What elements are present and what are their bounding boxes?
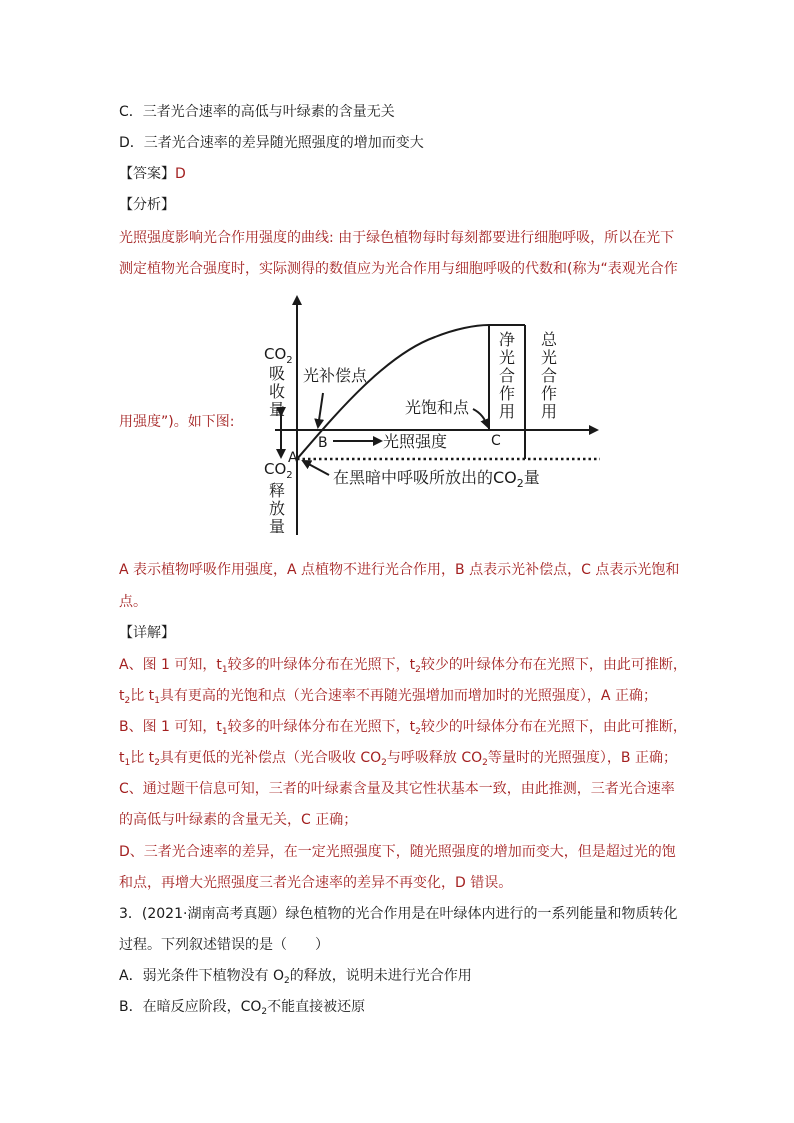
net-char-1: 净: [499, 330, 516, 349]
analysis-line-1: 光照强度影响光合作用强度的曲线: 由于绿色植物每时每刻都要进行细胞呼吸，所以在光下: [119, 230, 675, 246]
release-char-3: 量: [269, 517, 286, 536]
gross-char-1: 总: [541, 330, 558, 349]
label-a: A: [288, 450, 298, 466]
option-c: C．三者光合速率的高低与叶绿素的含量无关: [119, 104, 395, 120]
note-line-1: A 表示植物呼吸作用强度，A 点植物不进行光合作用，B 点表示光补偿点，C 点表示光饱和: [119, 562, 680, 578]
release-char-1: 释: [269, 481, 286, 500]
light-intensity-diagram: [255, 285, 615, 540]
detail-label: 【详解】: [119, 625, 175, 641]
analysis-line-3: 用强度”)。如下图:: [119, 414, 235, 430]
detail-a-2: $t_2$比 $t_1$具有更高的光饱和点（光合速率不再随光强增加而增加时的光照强度），A 正确；: [119, 688, 657, 706]
analysis-line-2: 测定植物光合强度时，实际测得的数值应为光合作用与细胞呼吸的代数和(称为“表观光合作: [119, 261, 678, 277]
sat-point-label: 光饱和点: [405, 398, 470, 417]
detail-b-1: B、图 1 可知，$t_1$较多的叶绿体分布在光照下，$t_2$较少的叶绿体分布在光照下，由此可推断，: [119, 719, 687, 737]
release-char-2: 放: [269, 499, 286, 518]
uptake-char-1: 吸: [269, 364, 286, 383]
sat-point-arrow: [473, 409, 488, 427]
co2-uptake-label: $CO_2$: [264, 345, 293, 366]
question-3-option-b: B．在暗反应阶段，$CO_2$不能直接被还原: [119, 999, 366, 1017]
detail-d-1: D、三者光合速率的差异，在一定光照强度下，随光照强度的增加而变大，但是超过光的饱: [119, 844, 676, 860]
comp-point-label: 光补偿点: [303, 366, 368, 385]
net-char-2: 光: [499, 348, 516, 367]
gross-char-3: 合: [541, 366, 558, 385]
light-intensity-label: 光照强度: [383, 432, 448, 451]
dark-arrow: [303, 461, 329, 475]
uptake-char-2: 收: [269, 382, 286, 401]
analysis-label: 【分析】: [119, 197, 175, 213]
answer-value: D: [175, 166, 186, 182]
dark-respiration-label: 在黑暗中呼吸所放出的$CO_2$量: [333, 468, 540, 490]
net-char-4: 作: [499, 384, 516, 403]
gross-char-5: 用: [541, 402, 558, 421]
detail-c-2: 的高低与叶绿素的含量无关，C 正确；: [119, 812, 358, 828]
uptake-char-3: 量: [269, 400, 286, 419]
option-d: D．三者光合速率的差异随光照强度的增加而变大: [119, 135, 424, 151]
co2-release-label: $CO_2$: [264, 460, 293, 481]
net-char-5: 用: [499, 402, 516, 421]
comp-point-arrow: [318, 393, 323, 427]
label-c: C: [491, 433, 501, 449]
question-3-line-1: 3．(2021·湖南高考真题）绿色植物的光合作用是在叶绿体内进行的一系列能量和物质转化: [119, 906, 678, 922]
question-3-line-2: 过程。下列叙述错误的是（ ）: [119, 937, 329, 953]
question-3-option-a: A．弱光条件下植物没有 $O_2$的释放，说明未进行光合作用: [119, 968, 472, 986]
detail-c-1: C、通过题干信息可知，三者的叶绿素含量及其它性状基本一致，由此推测，三者光合速率: [119, 781, 675, 797]
net-char-3: 合: [499, 366, 516, 385]
detail-d-2: 和点，再增大光照强度三者光合速率的差异不再变化，D 错误。: [119, 875, 513, 891]
label-b: B: [318, 435, 328, 451]
detail-b-2: $t_1$比 $t_2$具有更低的光补偿点（光合吸收 $CO_2$与呼吸释放 $CO_2$等量时的光照强度），B 正确；: [119, 750, 677, 768]
answer-label: 【答案】: [119, 166, 175, 182]
answer-line: [119, 164, 186, 184]
note-line-2: 点。: [119, 594, 147, 610]
gross-char-2: 光: [541, 348, 558, 367]
gross-char-4: 作: [541, 384, 558, 403]
detail-a-1: A、图 1 可知，$t_1$较多的叶绿体分布在光照下，$t_2$较少的叶绿体分布在光照下，由此可推断，: [119, 657, 687, 675]
